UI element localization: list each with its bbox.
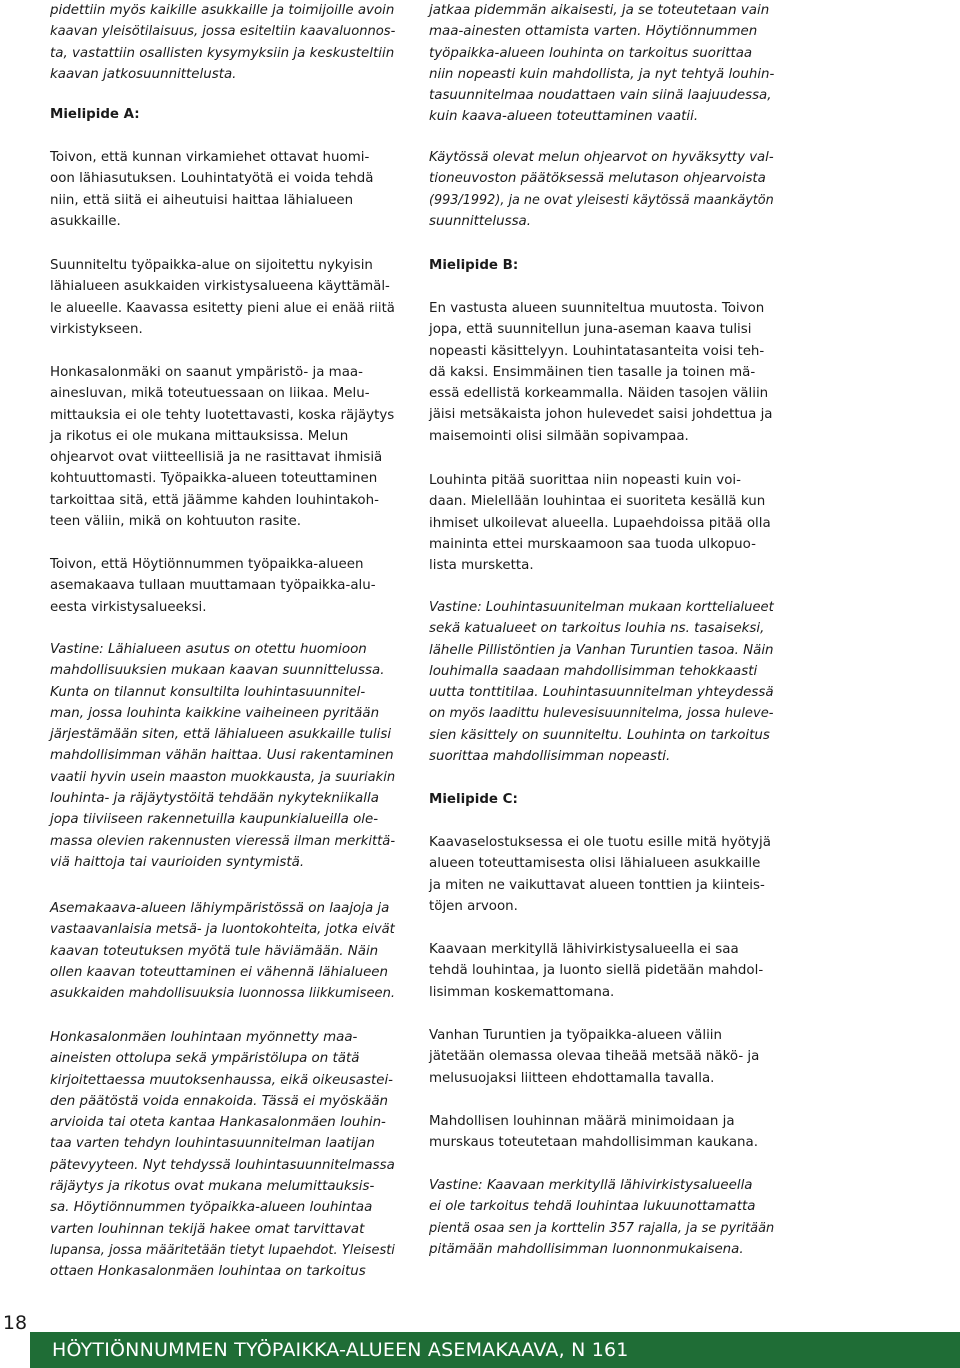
text-line: Käytössä olevat melun ohjearvot on hyväksytty val- [429,150,774,165]
text-line: maisemointi olisi silmään sopivampaa. [429,428,689,444]
text-line: pätevyyteen. Nyt tehdyssä louhintasuunnitelmassa [50,1157,395,1173]
text-line: ihmiset ulkoilevat alueella. Lupaehdoissa pitää olla [429,515,771,531]
paragraph [429,298,774,447]
section-heading [429,789,774,810]
text-line: vastaavanlaisia metsä- ja luontokohteita, jotka eivät [50,922,395,938]
text-line: tasuunnitelmaa noudattaen vain siinä laajuudessa, [429,88,772,104]
text-line: maininta ettei murskaamoon saa tuoda ulkopuo- [429,536,756,552]
text-line: jäisi metsäkaista johon hulevedet saisi johdettua ja [429,407,773,423]
text-line: murskaus toteutetaan mahdollisimman kaukana. [429,1135,758,1151]
text-line: lupansa, jossa määritetään tietyt lupaehdot. Yleisesti [50,1242,395,1258]
text-line: kuin kaava-alueen toteuttaminen vaatii. [429,109,699,125]
text-line: kohtuuttomasti. Työpaikka-alueen toteuttaminen [50,471,378,487]
section-heading [50,104,395,125]
text-line: mahdollisuuksien mukaan kaavan suunnittelussa. [50,663,385,679]
text-line: lähialueen asukkaiden virkistysalueena käyttämäl- [50,279,390,295]
text-line: Vastine: Louhintasuunitelman mukaan korttelialueet [429,600,774,615]
paragraph [429,1025,774,1089]
text-line: sekä katualueet on tarkoitus louhia ns. tasaiseksi, [429,621,765,637]
text-line: melusuojaksi liitteen ehdottamalla tavalla. [429,1070,715,1086]
paragraph [50,554,395,618]
text-line: alueen toteuttamisesta olisi lähialueen asukkaille [429,856,761,872]
text-line: arvioida tai oteta kantaa Hankasalonmäen louhin- [50,1115,386,1131]
text-line: Honkasalonmäen louhintaan myönnetty maa- [50,1030,358,1045]
text-line: Mielipide A: [50,107,140,122]
text-line: ollen kaavan toteuttaminen ei vähennä lähialueen [50,964,389,980]
text-line: dä kaksi. Ensimmäinen tien tasalle ja toinen mä- [429,364,756,380]
text-line: vaatii hyvin usein maaston muokkausta, ja suuriakin [50,769,396,785]
paragraph [429,470,774,576]
text-line: sien käsittely on suunniteltu. Louhinta on tarkoitus [429,727,770,743]
text-line: Toivon, että Höytiönnummen työpaikka-alueen [50,557,364,572]
paragraph [429,147,774,232]
paragraph [50,639,395,873]
text-line: jatkaa pidemmän aikaisesti, ja se toteutetaan vain [429,3,770,18]
text-line: maa-ainesten ottamista varten. Höytiönnummen [429,24,758,40]
text-line: louhinta- ja räjäytystöitä tehdään nykytekniikalla [50,791,379,807]
text-line: Vastine: Lähialueen asutus on otettu huomioon [50,642,367,657]
text-line: niin nopeasti kuin mahdollista, ja nyt tehtyä louhin- [429,66,775,82]
text-line: le alueelle. Kaavassa esitetty pieni alue ei enää riitä [50,300,395,316]
text-line: Louhinta pitää suorittaa niin nopeasti kuin voi- [429,473,741,488]
text-line: Kaavaan merkityllä lähivirkistysalueella ei saa [429,942,739,957]
section-heading [429,255,774,276]
text-line: viä haittoja tai vaurioiden syntymistä. [50,854,305,870]
text-line: ottaen Honkasalonmäen louhintaa on tarkoitus [50,1264,366,1280]
text-line: Suunniteltu työpaikka-alue on sijoitettu nykyisin [50,258,373,273]
text-line: kaavan jatkosuunnittelusta. [50,66,237,82]
text-line: Vanhan Turuntien ja työpaikka-alueen väliin [429,1028,723,1043]
footer-title: HÖYTIÖNNUMMEN TYÖPAIKKA-ALUEEN ASEMAKAAVA, N 161 [52,1339,629,1361]
text-line: pidettiin myös kaikille asukkaille ja toimijoille avoin [50,3,395,18]
text-line: varten louhinnan tekijä hakee omat tarvittavat [50,1221,365,1237]
paragraph [429,0,774,128]
text-line: Mahdollisen louhinnan määrä minimoidaan ja [429,1114,735,1129]
paragraph [429,597,774,767]
text-line: massa olevien rakennusten vieressä ilman merkittä- [50,833,396,849]
paragraph [50,898,395,1004]
text-line: asemakaava tullaan muuttamaan työpaikka-alu- [50,578,376,594]
text-line: man, jossa louhinta kaikkine vaiheineen pyritään [50,705,380,721]
text-line: Kaavaselostuksessa ei ole tuotu esille mitä hyötyjä [429,835,771,850]
text-line: Toivon, että kunnan virkamiehet ottavat huomi- [50,150,370,165]
text-line: lista mursketta. [429,558,534,574]
text-line: ta, vastattiin osallisten kysymyksiin ja keskusteltiin [50,45,395,61]
paragraph [429,939,774,1003]
text-line: uutta tonttitilaa. Louhintasuunnitelman yhteydessä [429,685,774,701]
text-line: daan. Mielellään louhintaa ei suoriteta kesällä kun [429,494,766,510]
text-line: ei ole tarkoitus tehdä louhintaa lukuunottamatta [429,1199,756,1215]
text-line: ohjearvot ovat viitteellisiä ja ne rasittavat ihmisiä [50,450,383,466]
text-line: taa varten tehdyn louhintasuunnitelman laatijan [50,1136,375,1152]
text-line: suunnittelussa. [429,213,532,229]
text-line: kaavan toteutuksen myötä tule häviämään. Näin [50,943,379,959]
paragraph [50,362,395,532]
text-line: Kunta on tilannut konsultilta louhintasuunnitel- [50,684,366,700]
text-line: jopa tiiviiseen rakennetuilla kaupunkialueilla ole- [50,812,379,828]
text-line: (993/1992), ja ne ovat yleisesti käytössä maankäytön [429,192,774,208]
text-line: En vastusta alueen suunniteltua muutosta. Toivon [429,301,765,316]
text-line: den päätöstä voida ennakoida. Tässä ei myöskään [50,1093,389,1109]
text-line: ainesluvan, mikä toteutuessaan on liikaa. Melu- [50,386,370,402]
text-line: Mielipide C: [429,792,518,807]
text-line: työpaikka-alueen louhinta on tarkoitus suorittaa [429,45,753,61]
text-line: tarkoittaa sitä, että jäämme kahden louhintakoh- [50,492,379,508]
text-line: lisimman koskemattomana. [429,984,615,1000]
text-line: pitämään mahdollisimman luonnonmukaisena. [429,1241,744,1257]
page-number: 18 [2,1312,28,1334]
text-line: essä edellistä korkeammalla. Näiden tasojen väliin [429,386,769,402]
text-line: oon lähiasutuksen. Louhintatyötä ei voida tehdä [50,171,374,187]
paragraph [429,1175,774,1260]
text-line: jopa, että suunnitellun juna-aseman kaava tulisi [429,322,752,338]
text-line: kaavan yleisötilaisuus, jossa esiteltiin kaavaluonnos- [50,24,396,40]
text-line: räjäytys ja rikotus ovat mukana melumittauksis- [50,1179,375,1195]
text-line: teen väliin, mikä on kohtuuton rasite. [50,514,301,530]
text-line: ja miten ne vaikuttavat alueen tonttien ja kiinteis- [429,877,765,893]
text-line: on myös laadittu hulevesisuunnitelma, jossa huleve- [429,706,774,722]
text-line: sa. Höytiönnummen työpaikka-alueen louhintaa [50,1200,373,1216]
text-line: lähelle Pillistöntien ja Vanhan Turuntien tasoa. Näin [429,642,774,658]
text-line: kirjoitettaessa muutoksenhaussa, eikä oikeusastei- [50,1072,393,1088]
text-line: jätetään olemassa olevaa tiheää metsää näkö- ja [429,1049,760,1065]
text-line: virkistykseen. [50,321,143,337]
text-line: mittauksia ei ole tehty luotettavasti, koska räjäytys [50,407,395,423]
paragraph [429,832,774,917]
text-line: ja rikotus ei ole mukana mittauksissa. Melun [50,428,349,444]
text-line: eesta virkistysalueeksi. [50,599,207,615]
text-line: pientä osaa sen ja korttelin 357 rajalla, ja se pyritään [429,1220,775,1236]
text-line: asukkaiden mahdollisuuksia luonnossa liikkumiseen. [50,986,396,1002]
text-line: asukkaille. [50,213,121,229]
text-line: tehdä louhintaa, ja luonto siellä pidetään mahdol- [429,963,764,979]
paragraph [50,1027,395,1283]
text-line: Vastine: Kaavaan merkityllä lähivirkistysalueella [429,1178,753,1193]
paragraph [429,1111,774,1154]
text-line: Honkasalonmäki on saanut ympäristö- ja maa- [50,365,363,380]
paragraph [50,255,395,340]
text-line: louhimalla saadaan mahdollisimman tehokkaasti [429,663,758,679]
paragraph [50,147,395,232]
text-line: mahdollisimman vähän haittaa. Uusi rakentaminen [50,748,394,764]
text-line: töjen arvoon. [429,898,518,914]
text-line: niin, että siitä ei aiheutuisi haittaa lähialueen [50,192,354,208]
text-line: nopeasti käsittelyyn. Louhintatasanteita voisi teh- [429,343,765,359]
text-line: aineisten ottolupa sekä ympäristölupa on tätä [50,1051,360,1067]
paragraph [50,0,395,85]
text-line: järjestämään siten, että lähialueen asukkaille tulisi [50,727,392,743]
text-line: Asemakaava-alueen lähiympäristössä on laajoja ja [50,901,390,916]
text-line: Mielipide B: [429,258,519,273]
text-line: tioneuvoston päätöksessä melutason ohjearvoista [429,171,766,187]
text-line: suorittaa mahdollisimman nopeasti. [429,749,671,765]
footer-bar [30,1332,960,1368]
